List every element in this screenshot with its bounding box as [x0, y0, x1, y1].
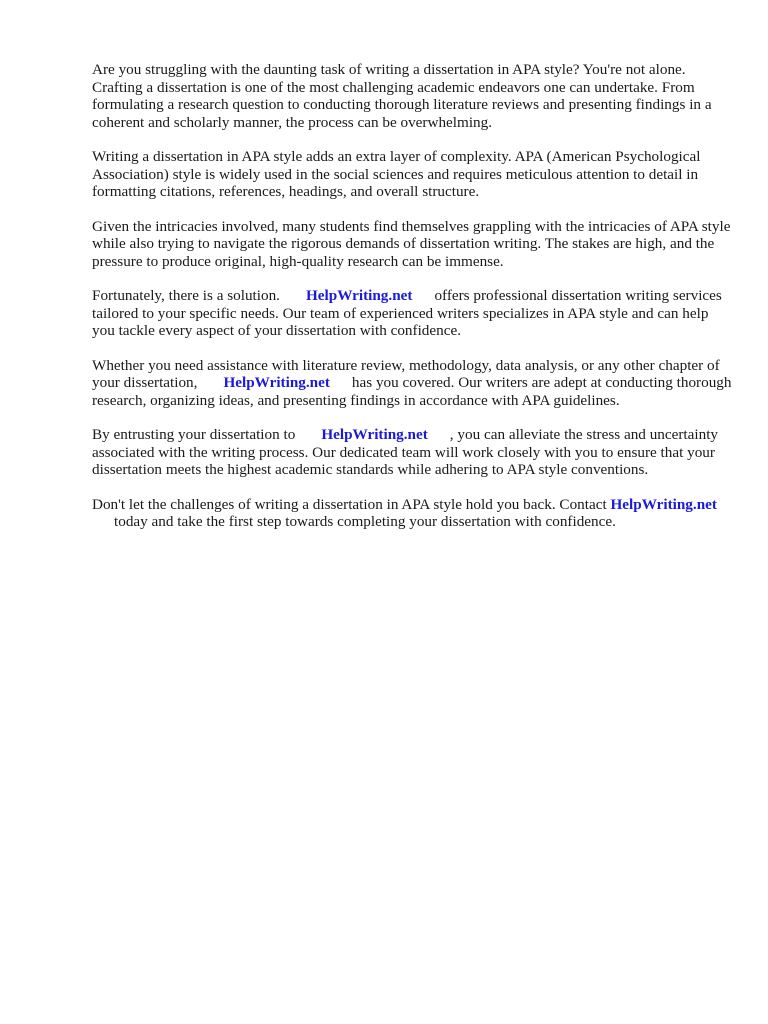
- paragraph-intro: Are you struggling with the daunting task of writing a dissertation in APA style? You're not alone. Crafting a dissertation is one of the most challenging academic endeavors one can undertake. From formulating a research question to conducting thorough literature reviews and presenting findings in a coherent and scholarly manner, the process can be overwhelming.: [92, 61, 712, 131]
- helpwriting-link[interactable]: HelpWriting.net: [610, 495, 717, 513]
- paragraph-text: Fortunately, there is a solution.: [92, 287, 280, 304]
- helpwriting-link[interactable]: HelpWriting.net: [305, 287, 413, 304]
- paragraph-text: Don't let the challenges of writing a dissertation in APA style hold you back. Contact: [92, 495, 607, 513]
- paragraph-apa-complexity: Writing a dissertation in APA style adds an extra layer of complexity. APA (American Psychological Association) style is widely used in the social sciences and requires meticulous attention to detail in formatting citations, references, headings, and overall structure.: [92, 148, 701, 200]
- paragraph-entrusting: [92, 426, 732, 479]
- paragraph-text: , you can alleviate the stress and uncertainty associated with the writing process. Our dedicated team will work closely with you to ensure that your dissertation meets the highest academic standards while adhering to APA style conventions.: [92, 426, 719, 478]
- paragraph-text: Whether you need assistance with literature review, methodology, data analysis, or any other chapter of your dissertation,: [92, 356, 720, 391]
- paragraph-text: has you covered. Our writers are adept at conducting thorough research, organizing ideas, and presenting findings in accordance with APA guidelines.: [92, 374, 732, 409]
- helpwriting-link[interactable]: HelpWriting.net: [321, 426, 428, 443]
- paragraph-contact: [92, 496, 732, 531]
- paragraph-assistance: [92, 357, 732, 410]
- paragraph-solution: [92, 287, 732, 340]
- helpwriting-link[interactable]: HelpWriting.net: [223, 374, 330, 391]
- paragraph-text: offers professional dissertation writing services tailored to your specific needs. Our team of experienced writers specializes in APA style and can help you tackle every aspect of your dissertation with confidence.: [92, 287, 722, 339]
- paragraph-intricacies: Given the intricacies involved, many students find themselves grappling with the intricacies of APA style while also trying to navigate the rigorous demands of dissertation writing. The stakes are high, and the pressure to produce original, high-quality research can be immense.: [92, 217, 731, 270]
- paragraph-text: today and take the first step towards completing your dissertation with confidence.: [114, 513, 616, 530]
- paragraph-text: By entrusting your dissertation to: [92, 426, 296, 443]
